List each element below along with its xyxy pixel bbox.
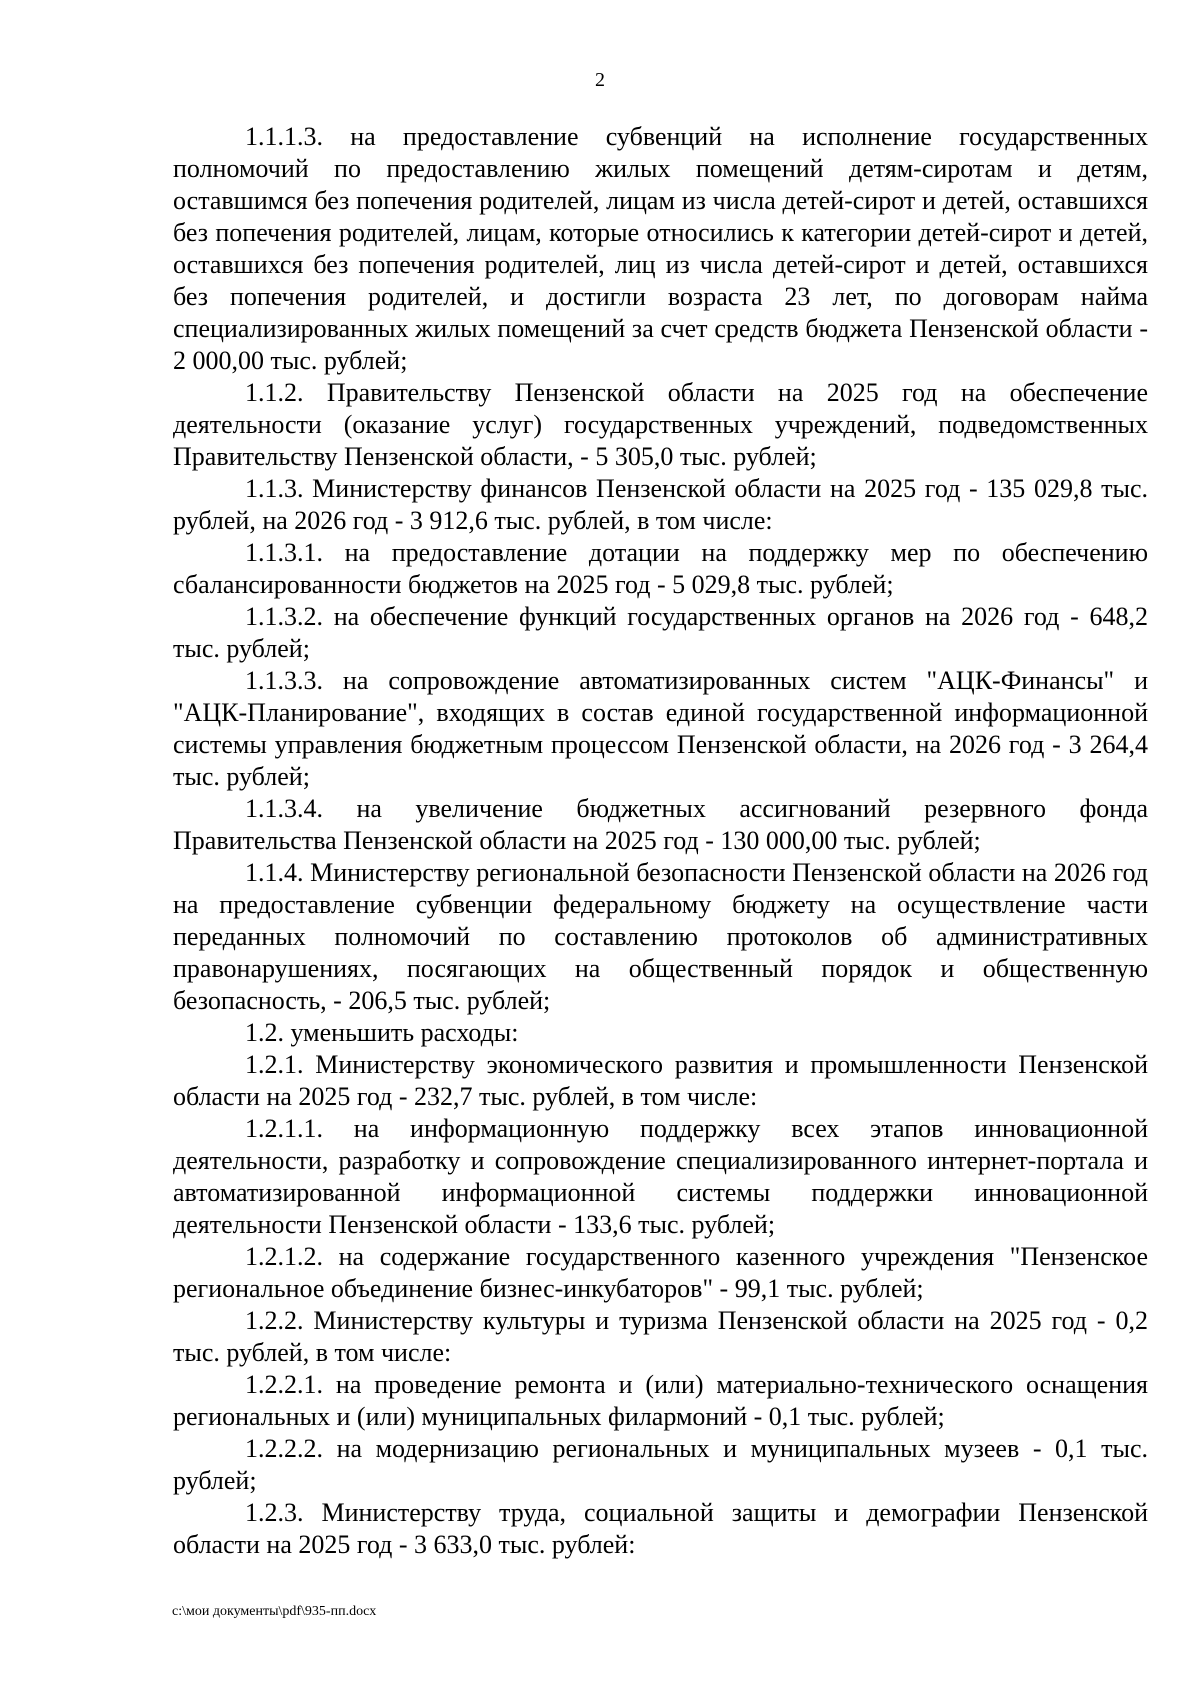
- paragraph: 1.1.1.3. на предоставление субвенций на исполнение государственных полномочий по предоставлению жилых помещений детям-сиротам и детям, оставшимся без попечения родителей, лицам из числа детей-сирот и детей, оставшихся без попечения родителей, лицам, которые относились к категории детей-сирот и детей, оставшихся без попечения родителей, лиц из числа детей-сирот и детей, оставшихся без попечения родителей, и достигли возраста 23 лет, по договорам найма специализированных жилых помещений за счет средств бюджета Пензенской области - 2 000,00 тыс. рублей;: [173, 122, 1148, 375]
- paragraph: 1.1.4. Министерству региональной безопасности Пензенской области на 2026 год на предоставление субвенции федеральному бюджету на осуществление части переданных полномочий по составлению протоколов об административных правонарушениях, посягающих на общественный порядок и общественную безопасность, - 206,5 тыс. рублей;: [173, 858, 1148, 1015]
- paragraph: 1.2.2. Министерству культуры и туризма Пензенской области на 2025 год - 0,2 тыс. рублей, в том числе:: [173, 1306, 1148, 1367]
- paragraph: 1.2.1. Министерству экономического развития и промышленности Пензенской области на 2025 год - 232,7 тыс. рублей, в том числе:: [173, 1050, 1148, 1111]
- paragraph: 1.1.3.4. на увеличение бюджетных ассигнований резервного фонда Правительства Пензенской области на 2025 год - 130 000,00 тыс. рублей;: [173, 794, 1148, 855]
- paragraph: 1.2.1.1. на информационную поддержку всех этапов инновационной деятельности, разработку и сопровождение специализированного интернет-портала и автоматизированной информационной системы поддержки инновационной деятельности Пензенской области - 133,6 тыс. рублей;: [173, 1114, 1148, 1239]
- paragraph: 1.1.3.2. на обеспечение функций государственных органов на 2026 год - 648,2 тыс. рублей;: [173, 602, 1148, 663]
- paragraph: 1.2.1.2. на содержание государственного казенного учреждения "Пензенское региональное объединение бизнес-инкубаторов" - 99,1 тыс. рублей;: [173, 1242, 1148, 1303]
- paragraph: 1.2.2.1. на проведение ремонта и (или) материально-технического оснащения региональных и (или) муниципальных филармоний - 0,1 тыс. рублей;: [173, 1370, 1148, 1431]
- paragraph: 1.1.3.1. на предоставление дотации на поддержку мер по обеспечению сбалансированности бюджетов на 2025 год - 5 029,8 тыс. рублей;: [173, 538, 1148, 599]
- footer-file-path: c:\мои документы\pdf\935-пп.docx: [172, 1604, 377, 1619]
- paragraph: 1.1.2. Правительству Пензенской области на 2025 год на обеспечение деятельности (оказание услуг) государственных учреждений, подведомственных Правительству Пензенской области, - 5 305,0 тыс. рублей;: [173, 378, 1148, 471]
- paragraph: 1.2.3. Министерству труда, социальной защиты и демографии Пензенской области на 2025 год - 3 633,0 тыс. рублей:: [173, 1498, 1148, 1559]
- document-body: [173, 121, 1148, 1561]
- paragraph: 1.1.3.3. на сопровождение автоматизированных систем "АЦК-Финансы" и "АЦК-Планирование", входящих в состав единой государственной информационной системы управления бюджетным процессом Пензенской области, на 2026 год - 3 264,4 тыс. рублей;: [173, 666, 1148, 791]
- paragraph: 1.2.2.2. на модернизацию региональных и муниципальных музеев - 0,1 тыс. рублей;: [173, 1434, 1148, 1495]
- paragraph: 1.2. уменьшить расходы:: [245, 1018, 519, 1047]
- paragraph: 1.1.3. Министерству финансов Пензенской области на 2025 год - 135 029,8 тыс. рублей, на 2026 год - 3 912,6 тыс. рублей, в том числе:: [173, 474, 1148, 535]
- page-number: 2: [595, 69, 605, 91]
